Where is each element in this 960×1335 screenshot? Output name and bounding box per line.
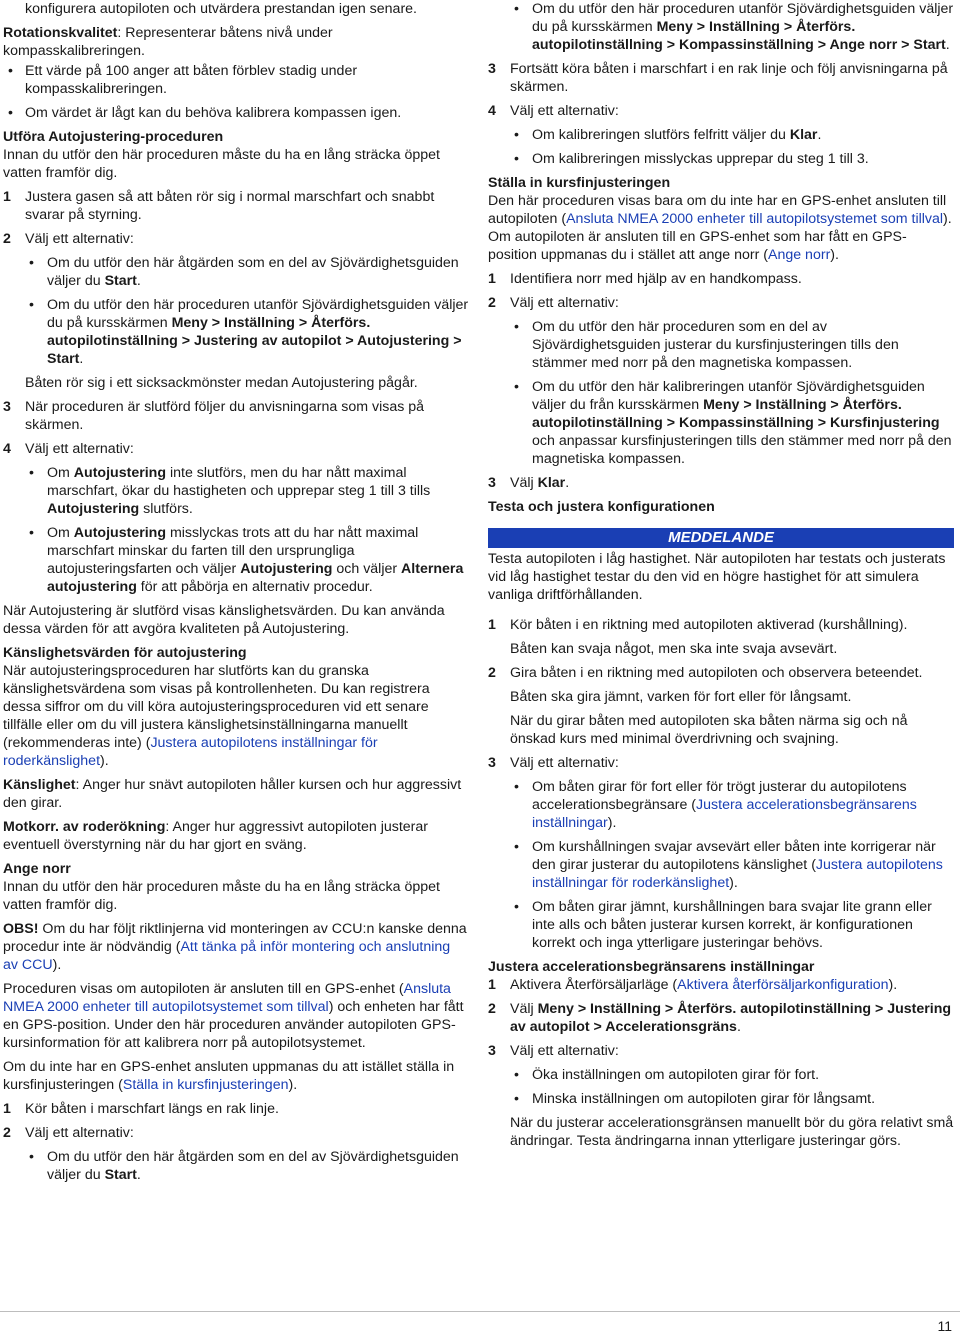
step-1: 1 Justera gasen så att båten rör sig i normal marschfart och snabbt svarar på styrning.: [3, 189, 435, 223]
section-heading-test-config: Testa och justera konfigurationen: [488, 499, 715, 515]
bullet-icon: •: [514, 127, 519, 143]
list-item: • Om du utför den här kalibreringen utanför Sjövärdighetsguiden väljer du från kursskärmen Meny > Inställning > Återförs. autopilotinställning > Kompassinställning > Kursfinjustering och anpassar kursfinjusteringen tills den stämmer med norr på den magnetiska kompassen.: [514, 379, 952, 467]
list-item: • Om du utför den här åtgärden som en del av Sjövärdighetsguiden väljer du Start.: [29, 255, 459, 289]
list-item: • Ett värde på 100 anger att båten förblev stadig under kompasskalibreringen.: [8, 63, 358, 97]
step-number: 3: [488, 755, 496, 771]
step-2: 2 Gira båten i en riktning med autopiloten och observera beteendet.: [488, 665, 923, 681]
bullet-icon: •: [514, 899, 519, 915]
step-number: 2: [3, 231, 11, 247]
cross-reference-link[interactable]: Ansluta NMEA 2000 enheter till autopilotsystemet som tillval: [3, 981, 451, 1015]
bullet-icon: •: [514, 1067, 519, 1083]
cross-reference-link[interactable]: Aktivera återförsäljarkonfiguration: [677, 977, 889, 993]
bullet-icon: •: [514, 379, 519, 395]
step-number: 2: [488, 1001, 496, 1017]
section-heading-autotune: Utföra Autojustering-proceduren: [3, 129, 224, 145]
bullet-icon: •: [514, 1091, 519, 1107]
list-item: • Om Autojustering inte slutförs, men du har nått maximal marschfart, ökar du hastigheten och upprepar steg 1 till 3 tills Autojustering slutförs.: [29, 465, 431, 517]
cross-reference-link[interactable]: Ansluta NMEA 2000 enheter till autopilotsystemet som tillval: [566, 211, 944, 227]
bullet-icon: •: [514, 839, 519, 855]
right-column: [488, 0, 954, 1156]
notice-paragraph: Testa autopiloten i låg hastighet. När autopiloten har testats och justerats vid låg hastighet testar du den vid en högre hastighet för att simulera vanliga driftförhållanden.: [488, 551, 946, 603]
cross-reference-link[interactable]: Justera accelerationsbegränsarens inställningar: [532, 797, 917, 831]
step-number: 1: [3, 1101, 11, 1117]
list-item: • Om kurshållningen svajar avsevärt eller båten inte korrigerar när den girar justerar du autopilotens känslighet (Justera autopilotens inställningar för roderkänslighet).: [514, 839, 943, 891]
bullet-icon: •: [514, 151, 519, 167]
bullet-icon: •: [29, 465, 34, 481]
paragraph: När autojusteringsproceduren har slutförts kan du granska känslighetsvärdena som visas på kontrollenheten. Du kan registrera dessa siffror om du vill köra autojusteringsproceduren vid ett senare tillfälle eller om du vill justera känslighetsinställningarna manuellt (rekommenderas inte) (Justera autopilotens inställningar för roderkänslighet).: [3, 663, 430, 769]
list-item-continued: konfigurera autopiloten och utvärdera prestandan igen senare.: [25, 1, 417, 17]
step-number: 3: [488, 61, 496, 77]
step-1: 1 Kör båten i marschfart längs en rak linje.: [3, 1101, 279, 1117]
section-heading-acceleration: Justera accelerationsbegränsarens inställningar: [488, 959, 815, 975]
list-item: • Om kalibreringen slutförs felfritt väljer du Klar.: [514, 127, 822, 143]
step-result: När du justerar accelerationsgränsen manuellt bör du göra relativt små ändringar. Testa ändringarna innan ytterligare justeringar görs.: [510, 1115, 954, 1149]
step-number: 3: [3, 399, 11, 415]
step-2: 2 Välj ett alternativ:: [3, 1125, 134, 1141]
step-2: 2 Välj ett alternativ:: [3, 231, 134, 247]
step-number: 2: [3, 1125, 11, 1141]
term-label: Motkorr. av roderökning: [3, 819, 166, 835]
page-number: 11: [937, 1318, 952, 1334]
paragraph: Om du inte har en GPS-enhet ansluten uppmanas du att istället ställa in kursfinjusteringen (Ställa in kursfinjusteringen).: [3, 1059, 455, 1093]
step-number: 2: [488, 295, 496, 311]
step-3: 3 Välj Klar.: [488, 475, 570, 491]
bullet-icon: •: [8, 63, 13, 79]
step-number: 3: [488, 475, 496, 491]
step-result: Båten kan svaja något, men ska inte svaja avsevärt.: [510, 641, 838, 657]
list-item: • Om båten girar för fort eller för trögt justerar du autopilotens accelerationsbegränsare (Justera accelerationsbegränsarens inställningar).: [514, 779, 917, 831]
section-heading-set-north: Ange norr: [3, 861, 71, 877]
footer-divider: [0, 1311, 960, 1312]
notice-banner: MEDDELANDE: [488, 528, 954, 548]
bullet-icon: •: [514, 779, 519, 795]
step-3: 3 Välj ett alternativ:: [488, 1043, 619, 1059]
step-result: När du girar båten med autopiloten ska båten närma sig och nå önskad kurs med minimal överdrivning och svajning.: [510, 713, 908, 747]
step-3: 3 Fortsätt köra båten i marschfart i en rak linje och följ anvisningarna på skärmen.: [488, 61, 948, 95]
paragraph: Den här proceduren visas bara om du inte har en GPS-enhet ansluten till autopiloten (Ansluta NMEA 2000 enheter till autopilotsystemet som tillval). Om autopiloten är ansluten till en GPS-enhet som har fått en GPS-position uppmanas du i stället att ange norr (Ange norr).: [488, 193, 952, 263]
definition-counter-rudder: Motkorr. av roderökning: Anger hur aggressivt autopiloten justerar eventuell överstyrning när du har gjort en sväng.: [3, 819, 429, 853]
step-number: 4: [488, 103, 496, 119]
step-3: 3 Välj ett alternativ:: [488, 755, 619, 771]
list-item: • Om du utför den här åtgärden som en del av Sjövärdighetsguiden väljer du Start.: [29, 1149, 459, 1183]
paragraph: När Autojustering är slutförd visas känslighetsvärden. Du kan använda dessa värden för att avgöra kvaliteten på Autojustering.: [3, 603, 445, 637]
step-2: 2 Välj Meny > Inställning > Återförs. autopilotinställning > Justering av autopilot > Accelerationsgräns.: [488, 1001, 952, 1035]
list-item: • Om kalibreringen misslyckas upprepar du steg 1 till 3.: [514, 151, 869, 167]
definition-rotation-quality: Rotationskvalitet: Representerar båtens nivå under kompasskalibreringen.: [3, 25, 333, 59]
bullet-icon: •: [514, 319, 519, 335]
list-item: • Om du utför den här proceduren som en del av Sjövärdighetsguiden justerar du kursfinjusteringen tills den stämmer med norr på den magnetiska kompassen.: [514, 319, 899, 371]
step-2: 2 Välj ett alternativ:: [488, 295, 619, 311]
step-4: 4 Välj ett alternativ:: [488, 103, 619, 119]
note-label: OBS!: [3, 921, 39, 937]
definition-sensitivity: Känslighet: Anger hur snävt autopiloten håller kursen och hur aggressivt den girar.: [3, 777, 462, 811]
list-item: • Om du utför den här proceduren utanför Sjövärdighetsguiden väljer du på kursskärmen Meny > Inställning > Återförs. autopilotinställning > Justering av autopilot > Autojustering > Start.: [29, 297, 469, 367]
cross-reference-link[interactable]: Att tänka på inför montering och anslutning av CCU: [3, 939, 451, 973]
list-item: • Minska inställningen om autopiloten girar för långsamt.: [514, 1091, 876, 1107]
bullet-icon: •: [29, 297, 34, 313]
list-item: • Om du utför den här proceduren utanför Sjövärdighetsguiden väljer du på kursskärmen Meny > Inställning > Återförs. autopilotinställning > Kompassinställning > Ange norr > Start.: [514, 1, 954, 53]
step-1: 1 Identifiera norr med hjälp av en handkompass.: [488, 271, 802, 287]
bullet-icon: •: [29, 525, 34, 541]
paragraph: Innan du utför den här proceduren måste du ha en lång sträcka öppet vatten framför dig.: [3, 147, 440, 181]
step-number: 3: [488, 1043, 496, 1059]
note-paragraph: OBS! Om du har följt riktlinjerna vid monteringen av CCU:n kanske denna procedur inte är nödvändig (Att tänka på inför montering och anslutning av CCU).: [3, 921, 467, 973]
step-3: 3 När proceduren är slutförd följer du anvisningarna som visas på skärmen.: [3, 399, 425, 433]
step-number: 1: [3, 189, 11, 205]
step-number: 1: [488, 271, 496, 287]
step-1: 1 Kör båten i en riktning med autopiloten aktiverad (kurshållning).: [488, 617, 908, 633]
step-number: 1: [488, 977, 496, 993]
list-item: • Om värdet är lågt kan du behöva kalibrera kompassen igen.: [8, 105, 402, 121]
list-item: • Öka inställningen om autopiloten girar för fort.: [514, 1067, 820, 1083]
bullet-icon: •: [514, 1, 519, 17]
step-result: Båten rör sig i ett sicksackmönster medan Autojustering pågår.: [25, 375, 418, 391]
paragraph: Proceduren visas om autopiloten är ansluten till en GPS-enhet (Ansluta NMEA 2000 enheter till autopilotsystemet som tillval) och enheten har fått en GPS-position. Under den här proceduren använder autopiloten GPS-kursinformation för att kalibrera norr på autopilotsystemet.: [3, 981, 464, 1051]
step-number: 1: [488, 617, 496, 633]
step-4: 4 Välj ett alternativ:: [3, 441, 134, 457]
bullet-icon: •: [29, 1149, 34, 1165]
paragraph: Innan du utför den här proceduren måste du ha en lång sträcka öppet vatten framför dig.: [3, 879, 440, 913]
cross-reference-link[interactable]: Ställa in kursfinjusteringen: [122, 1077, 289, 1093]
step-number: 2: [488, 665, 496, 681]
term-label: Rotationskvalitet: [3, 25, 118, 41]
cross-reference-link[interactable]: Justera autopilotens inställningar för roderkänslighet: [532, 857, 943, 891]
cross-reference-link[interactable]: Justera autopilotens inställningar för roderkänslighet: [3, 735, 378, 769]
left-column: [3, 0, 469, 1190]
bullet-icon: •: [29, 255, 34, 271]
term-label: Känslighet: [3, 777, 76, 793]
list-item: • Om båten girar jämnt, kurshållningen bara svajar lite grann eller inte alls och båten justerar kursen korrekt, är konfigurationen korrekt och inga ytterligare justeringar behövs.: [514, 899, 932, 951]
bullet-icon: •: [8, 105, 13, 121]
section-heading-heading-adjust: Ställa in kursfinjusteringen: [488, 175, 671, 191]
step-result: Båten ska gira jämnt, varken för fort eller för långsamt.: [510, 689, 852, 705]
section-heading-sensitivity: Känslighetsvärden för autojustering: [3, 645, 247, 661]
step-number: 4: [3, 441, 11, 457]
cross-reference-link[interactable]: Ange norr: [767, 247, 831, 263]
list-item: • Om Autojustering misslyckas trots att du har nått maximal marschfart minskar du farten till den ursprungliga autojusteringsfarten och väljer Autojustering och väljer Alternera autojustering för att påbörja en alternativ procedur.: [29, 525, 464, 595]
step-1: 1 Aktivera Återförsäljarläge (Aktivera återförsäljarkonfiguration).: [488, 977, 898, 993]
